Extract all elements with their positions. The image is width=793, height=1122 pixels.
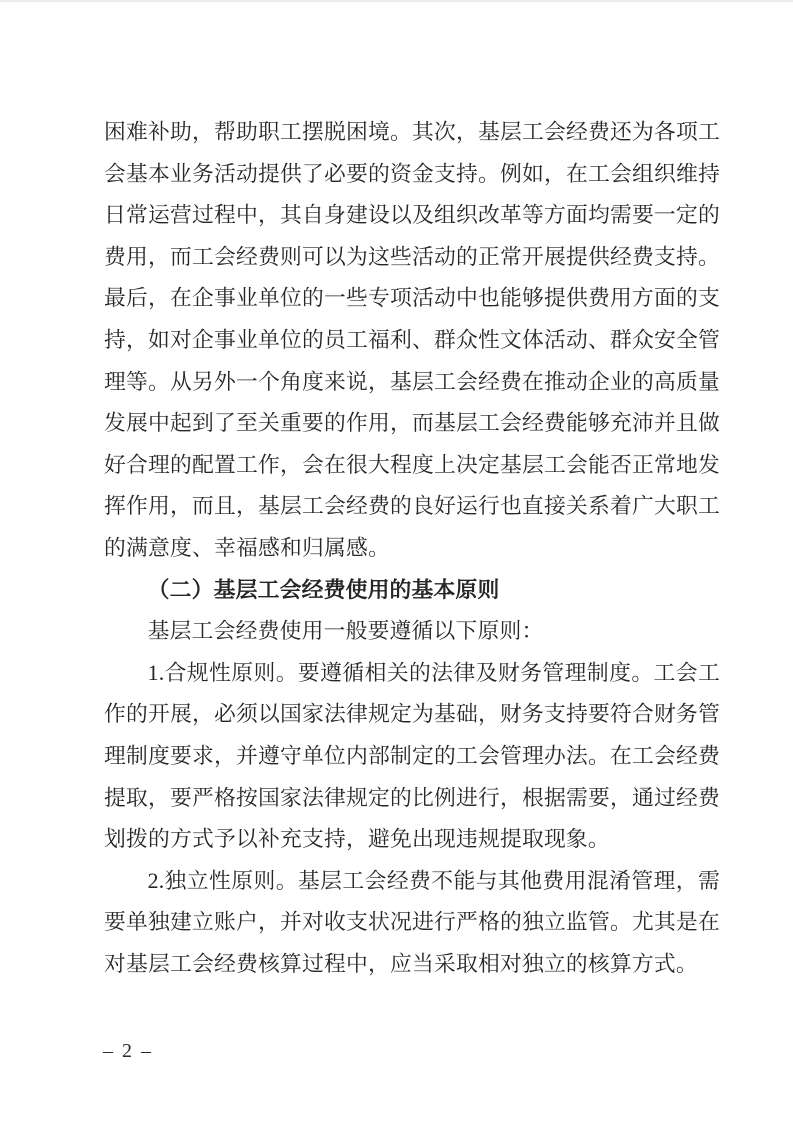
body-paragraph-continuation: 困难补助，帮助职工摆脱困境。其次，基层工会经费还为各项工会基本业务活动提供了必要的资金支持。例如，在工会组织维持日常运营过程中，其自身建设以及组织改革等方面均需要一定的费用，而工会经费则可以为这些活动的正常开展提供经费支持。最后，在企事业单位的一些专项活动中也能够提供费用方面的支持，如对企事业单位的员工福利、群众性文体活动、群众安全管理等。从另外一个角度来说，基层工会经费在推动企业的高质量发展中起到了至关重要的作用，而基层工会经费能够充沛并且做好合理的配置工作，会在很大程度上决定基层工会能否正常地发挥作用，而且，基层工会经费的良好运行也直接关系着广大职工的满意度、幸福感和归属感。 (104, 120, 720, 560)
scan-edge-line (0, 0, 793, 2)
document-body (104, 112, 720, 985)
body-paragraph-intro: 基层工会经费使用一般要遵循以下原则： (147, 619, 544, 644)
body-paragraph-principle-1: 1.合规性原则。要遵循相关的法律及财务管理制度。工会工作的开展，必须以国家法律规定为基础，财务支持要符合财务管理制度要求，并遵守单位内部制定的工会管理办法。在工会经费提取，要严格按国家法律规定的比例进行，根据需要，通过经费划拨的方式予以补充支持，避免出现违规提取现象。 (104, 660, 720, 852)
body-paragraph-principle-2: 2.独立性原则。基层工会经费不能与其他费用混淆管理，需要单独建立账户，并对收支状况进行严格的独立监管。尤其是在对基层工会经费核算过程中，应当采取相对独立的核算方式。 (104, 868, 720, 976)
page-number: – 2 – (103, 1040, 153, 1062)
section-heading: （二）基层工会经费使用的基本原则 (147, 577, 500, 602)
